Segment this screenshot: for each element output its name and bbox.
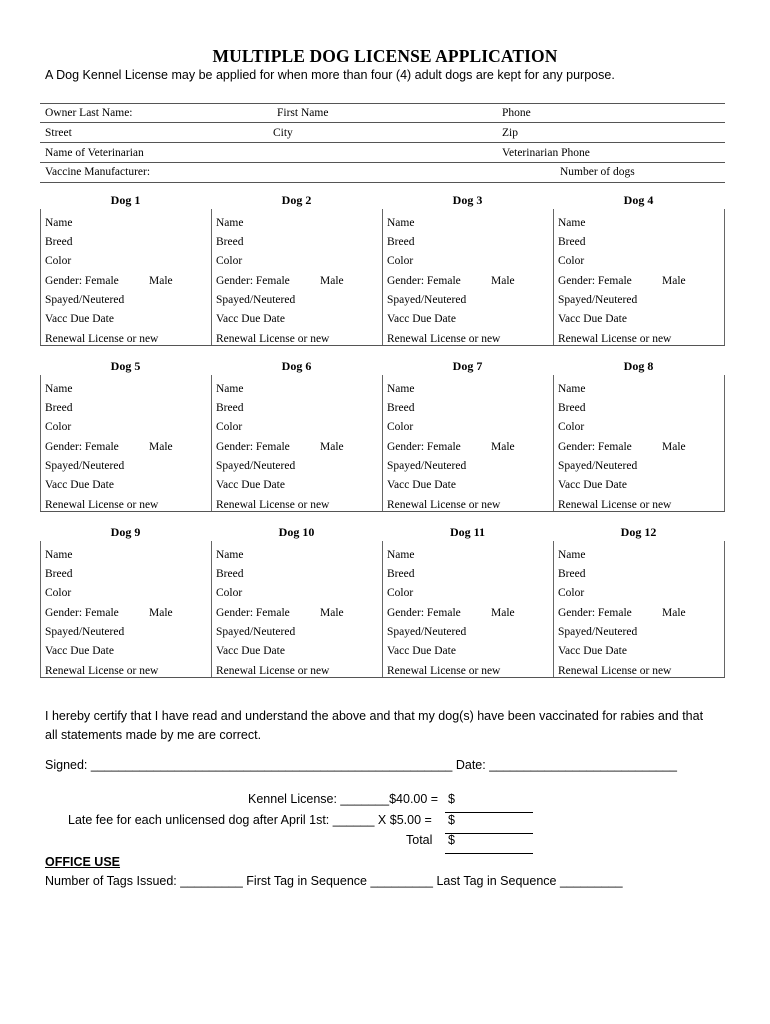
field-label: Vacc Due Date (558, 479, 627, 491)
dog-title: Dog 7 (452, 359, 483, 373)
male-option[interactable]: Male (491, 607, 515, 619)
dog-title: Dog 4 (623, 193, 654, 207)
dog-field-color[interactable] (558, 255, 584, 267)
dog-group (40, 183, 725, 346)
field-label: Color (387, 587, 414, 599)
first-name-field[interactable]: First Name (277, 107, 329, 119)
certify-line-2: all statements made by me are correct. (45, 728, 262, 742)
dog-field-vacc-due[interactable] (45, 479, 114, 491)
dog-field-color[interactable] (45, 421, 71, 433)
dog-field-name[interactable] (45, 549, 72, 561)
field-label: Spayed/Neutered (558, 460, 638, 472)
dog-field-color[interactable] (216, 255, 242, 267)
dog-field-gender[interactable] (45, 441, 173, 453)
field-label: Breed (45, 568, 73, 580)
field-label: Name (45, 383, 73, 395)
owner-last-name-field[interactable]: Owner Last Name: (45, 107, 133, 119)
field-label: Name (216, 383, 244, 395)
dog-field-spayed[interactable] (387, 626, 466, 638)
field-label: Renewal License or new (45, 333, 159, 345)
certify-line-1: I hereby certify that I have read and understand the above and that my dog(s) have been vaccinated for rabies and that (45, 709, 704, 723)
dog-field-spayed[interactable] (45, 626, 124, 638)
dog-field-renewal[interactable] (558, 333, 671, 345)
male-option[interactable]: Male (662, 275, 686, 287)
dog-column (211, 515, 382, 678)
dog-field-name[interactable] (45, 217, 72, 229)
field-label: Gender: Female (216, 275, 290, 287)
dog-field-vacc-due[interactable] (387, 313, 456, 325)
male-option[interactable]: Male (491, 441, 515, 453)
field-label: Breed (216, 236, 244, 248)
dog-field-spayed[interactable] (45, 460, 124, 472)
dog-field-name[interactable] (216, 217, 243, 229)
column-divider (382, 375, 383, 512)
field-label: Spayed/Neutered (558, 294, 638, 306)
column-divider (211, 375, 212, 512)
dog-column (211, 183, 382, 346)
field-label: Spayed/Neutered (216, 460, 296, 472)
dog-field-breed[interactable] (216, 568, 243, 580)
dog-field-spayed[interactable] (45, 294, 124, 306)
dog-field-spayed[interactable] (558, 460, 637, 472)
dog-field-renewal[interactable] (216, 333, 329, 345)
group-bottom-border (40, 511, 725, 512)
field-label: Spayed/Neutered (387, 294, 467, 306)
dog-field-renewal[interactable] (558, 499, 671, 511)
field-label: Spayed/Neutered (387, 626, 467, 638)
male-option[interactable]: Male (149, 441, 173, 453)
kennel-amount-line[interactable] (445, 796, 533, 813)
dog-field-color[interactable] (387, 587, 413, 599)
office-use-heading: OFFICE USE (45, 855, 121, 869)
field-label: Gender: Female (558, 441, 632, 453)
dog-field-gender[interactable] (387, 607, 515, 619)
male-option[interactable]: Male (662, 441, 686, 453)
dog-field-name[interactable] (45, 383, 72, 395)
male-option[interactable]: Male (149, 275, 173, 287)
male-option[interactable]: Male (320, 275, 344, 287)
field-label: Renewal License or new (387, 499, 501, 511)
dog-field-color[interactable] (45, 587, 71, 599)
field-label: Breed (387, 236, 415, 248)
late-fee-amount-line[interactable] (445, 817, 533, 834)
dog-title: Dog 3 (452, 193, 483, 207)
field-label: Name (387, 383, 415, 395)
field-label: Spayed/Neutered (45, 460, 125, 472)
field-label: Breed (558, 402, 586, 414)
dog-column (382, 183, 553, 346)
male-option[interactable]: Male (491, 275, 515, 287)
field-label: Gender: Female (45, 607, 119, 619)
field-label: Renewal License or new (216, 665, 330, 677)
field-label: Color (558, 421, 585, 433)
field-label: Breed (387, 402, 415, 414)
column-divider (724, 209, 725, 346)
dollar-sign: $ (448, 833, 455, 847)
male-option[interactable]: Male (149, 607, 173, 619)
male-option[interactable]: Male (320, 607, 344, 619)
field-label: Renewal License or new (558, 665, 672, 677)
dollar-sign: $ (448, 813, 455, 827)
dog-group (40, 515, 725, 678)
dog-column (553, 183, 724, 346)
dog-field-name[interactable] (558, 383, 585, 395)
field-label: Gender: Female (45, 441, 119, 453)
dog-field-renewal[interactable] (387, 665, 500, 677)
dog-field-vacc-due[interactable] (216, 645, 285, 657)
dog-column (211, 349, 382, 512)
dog-field-renewal[interactable] (45, 333, 158, 345)
field-label: Color (45, 587, 72, 599)
field-label: Spayed/Neutered (45, 626, 125, 638)
field-label: Renewal License or new (216, 499, 330, 511)
field-label: Name (558, 549, 586, 561)
total-amount-line[interactable] (445, 837, 533, 854)
dog-field-breed[interactable] (216, 402, 243, 414)
field-label: Gender: Female (558, 275, 632, 287)
column-divider (382, 541, 383, 678)
dog-field-renewal[interactable] (216, 665, 329, 677)
dog-column (553, 349, 724, 512)
group-bottom-border (40, 677, 725, 678)
field-label: Vacc Due Date (558, 645, 627, 657)
field-label: Spayed/Neutered (216, 626, 296, 638)
dog-field-spayed[interactable] (387, 460, 466, 472)
field-label: Spayed/Neutered (558, 626, 638, 638)
dog-field-color[interactable] (45, 255, 71, 267)
street-field[interactable]: Street (45, 127, 72, 139)
dog-field-vacc-due[interactable] (216, 479, 285, 491)
veterinarian-phone-field[interactable]: Veterinarian Phone (502, 147, 590, 159)
field-label: Breed (216, 568, 244, 580)
total-label: Total (406, 833, 433, 847)
dog-field-breed[interactable] (387, 236, 414, 248)
field-label: Renewal License or new (45, 499, 159, 511)
dog-field-breed[interactable] (558, 402, 585, 414)
dog-field-name[interactable] (387, 549, 414, 561)
dog-field-vacc-due[interactable] (558, 479, 627, 491)
field-label: Name (558, 217, 586, 229)
field-label: Name (45, 549, 73, 561)
column-divider (553, 209, 554, 346)
dog-field-renewal[interactable] (387, 499, 500, 511)
dog-field-breed[interactable] (387, 568, 414, 580)
dog-field-renewal[interactable] (558, 665, 671, 677)
column-divider (40, 541, 41, 678)
dog-field-gender[interactable] (216, 275, 344, 287)
field-label: Vacc Due Date (387, 479, 456, 491)
dollar-sign: $ (448, 792, 455, 806)
field-label: Spayed/Neutered (45, 294, 125, 306)
field-label: Renewal License or new (45, 665, 159, 677)
field-label: Gender: Female (216, 441, 290, 453)
field-label: Spayed/Neutered (216, 294, 296, 306)
dog-field-renewal[interactable] (45, 665, 158, 677)
dog-field-vacc-due[interactable] (387, 479, 456, 491)
dog-field-color[interactable] (216, 421, 242, 433)
group-bottom-border (40, 345, 725, 346)
dog-field-gender[interactable] (216, 441, 344, 453)
dog-field-gender[interactable] (216, 607, 344, 619)
field-label: Vacc Due Date (387, 313, 456, 325)
dog-column (553, 515, 724, 678)
dog-title: Dog 12 (620, 525, 657, 539)
dog-field-gender[interactable] (45, 275, 173, 287)
owner-divider (40, 142, 725, 143)
dog-title: Dog 1 (110, 193, 141, 207)
dog-title: Dog 10 (278, 525, 315, 539)
dog-field-breed[interactable] (45, 402, 72, 414)
field-label: Gender: Female (387, 275, 461, 287)
field-label: Vacc Due Date (216, 479, 285, 491)
column-divider (724, 541, 725, 678)
dog-title: Dog 2 (281, 193, 312, 207)
male-option[interactable]: Male (320, 441, 344, 453)
veterinarian-field[interactable]: Name of Veterinarian (45, 147, 144, 159)
field-label: Vacc Due Date (216, 645, 285, 657)
dog-field-color[interactable] (387, 421, 413, 433)
dog-column (382, 515, 553, 678)
dog-field-name[interactable] (216, 549, 243, 561)
field-label: Color (216, 421, 243, 433)
field-label: Name (387, 217, 415, 229)
field-label: Vacc Due Date (45, 645, 114, 657)
field-label: Color (45, 421, 72, 433)
field-label: Color (216, 587, 243, 599)
field-label: Name (216, 549, 244, 561)
field-label: Vacc Due Date (45, 313, 114, 325)
field-label: Gender: Female (216, 607, 290, 619)
dog-field-gender[interactable] (558, 275, 686, 287)
male-option[interactable]: Male (662, 607, 686, 619)
field-label: Name (216, 217, 244, 229)
field-label: Color (387, 421, 414, 433)
dog-column (40, 515, 211, 678)
field-label: Vacc Due Date (558, 313, 627, 325)
dog-field-gender[interactable] (558, 441, 686, 453)
form-title: MULTIPLE DOG LICENSE APPLICATION (212, 46, 558, 66)
dog-field-breed[interactable] (387, 402, 414, 414)
column-divider (724, 375, 725, 512)
field-label: Renewal License or new (558, 333, 672, 345)
form-subtitle: A Dog Kennel License may be applied for when more than four (4) adult dogs are kept for any purpose. (45, 68, 615, 82)
field-label: Breed (216, 402, 244, 414)
dog-field-gender[interactable] (387, 275, 515, 287)
column-divider (553, 375, 554, 512)
column-divider (211, 209, 212, 346)
dog-field-spayed[interactable] (558, 294, 637, 306)
dog-field-color[interactable] (558, 587, 584, 599)
field-label: Breed (45, 236, 73, 248)
dog-field-name[interactable] (387, 383, 414, 395)
field-label: Name (387, 549, 415, 561)
office-tags-line[interactable]: Number of Tags Issued: _________ First Tag in Sequence _________ Last Tag in Sequence _________ (45, 874, 623, 888)
dog-field-gender[interactable] (45, 607, 173, 619)
vaccine-manufacturer-field[interactable]: Vaccine Manufacturer: (45, 166, 151, 178)
owner-info-section (40, 103, 725, 183)
owner-divider (40, 122, 725, 123)
field-label: Breed (45, 402, 73, 414)
dog-field-name[interactable] (558, 217, 585, 229)
dog-column (382, 349, 553, 512)
column-divider (382, 209, 383, 346)
dog-field-name[interactable] (558, 549, 585, 561)
dog-title: Dog 9 (110, 525, 141, 539)
dog-group (40, 349, 725, 512)
dog-field-vacc-due[interactable] (558, 313, 627, 325)
dog-field-breed[interactable] (558, 568, 585, 580)
field-label: Gender: Female (387, 607, 461, 619)
field-label: Gender: Female (45, 275, 119, 287)
dog-column (40, 183, 211, 346)
owner-divider (40, 162, 725, 163)
dog-field-vacc-due[interactable] (558, 645, 627, 657)
dog-field-renewal[interactable] (45, 499, 158, 511)
field-label: Vacc Due Date (387, 645, 456, 657)
dog-column (40, 349, 211, 512)
field-label: Breed (558, 236, 586, 248)
signature-date-line[interactable]: Signed: ____________________________________________________ Date: ___________________________ (45, 758, 677, 772)
field-label: Renewal License or new (216, 333, 330, 345)
field-label: Name (45, 217, 73, 229)
dog-field-vacc-due[interactable] (216, 313, 285, 325)
dog-field-name[interactable] (387, 217, 414, 229)
field-label: Color (216, 255, 243, 267)
column-divider (40, 209, 41, 346)
dog-field-breed[interactable] (45, 568, 72, 580)
late-fee[interactable]: Late fee for each unlicensed dog after April 1st: ______ X $5.00 = (68, 813, 432, 827)
dog-field-breed[interactable] (45, 236, 72, 248)
dog-field-color[interactable] (387, 255, 413, 267)
dog-field-spayed[interactable] (558, 626, 637, 638)
field-label: Name (558, 383, 586, 395)
field-label: Spayed/Neutered (387, 460, 467, 472)
field-label: Color (558, 587, 585, 599)
dog-title: Dog 6 (281, 359, 312, 373)
number-of-dogs-field[interactable]: Number of dogs (560, 166, 635, 178)
field-label: Color (558, 255, 585, 267)
field-label: Renewal License or new (387, 665, 501, 677)
kennel-license-fee[interactable]: Kennel License: _______$40.00 = (248, 792, 439, 806)
column-divider (211, 541, 212, 678)
dog-field-spayed[interactable] (387, 294, 466, 306)
dog-field-spayed[interactable] (216, 626, 295, 638)
city-field[interactable]: City (273, 127, 293, 139)
column-divider (553, 541, 554, 678)
field-label: Breed (387, 568, 415, 580)
dog-field-color[interactable] (558, 421, 584, 433)
dog-field-gender[interactable] (558, 607, 686, 619)
field-label: Renewal License or new (558, 499, 672, 511)
dog-field-name[interactable] (216, 383, 243, 395)
dog-field-breed[interactable] (216, 236, 243, 248)
field-label: Renewal License or new (387, 333, 501, 345)
dog-field-vacc-due[interactable] (45, 645, 114, 657)
field-label: Vacc Due Date (216, 313, 285, 325)
dog-field-gender[interactable] (387, 441, 515, 453)
column-divider (40, 375, 41, 512)
dog-field-vacc-due[interactable] (387, 645, 456, 657)
phone-field[interactable]: Phone (502, 107, 531, 119)
dog-field-breed[interactable] (558, 236, 585, 248)
dog-title: Dog 8 (623, 359, 654, 373)
field-label: Vacc Due Date (45, 479, 114, 491)
owner-divider (40, 103, 725, 104)
zip-field[interactable]: Zip (502, 127, 518, 139)
dog-field-renewal[interactable] (216, 499, 329, 511)
field-label: Breed (558, 568, 586, 580)
dog-field-spayed[interactable] (216, 460, 295, 472)
dog-field-color[interactable] (216, 587, 242, 599)
dog-title: Dog 5 (110, 359, 141, 373)
field-label: Gender: Female (558, 607, 632, 619)
dog-field-renewal[interactable] (387, 333, 500, 345)
field-label: Color (387, 255, 414, 267)
dog-title: Dog 11 (449, 525, 485, 539)
dog-field-spayed[interactable] (216, 294, 295, 306)
field-label: Gender: Female (387, 441, 461, 453)
dog-field-vacc-due[interactable] (45, 313, 114, 325)
field-label: Color (45, 255, 72, 267)
